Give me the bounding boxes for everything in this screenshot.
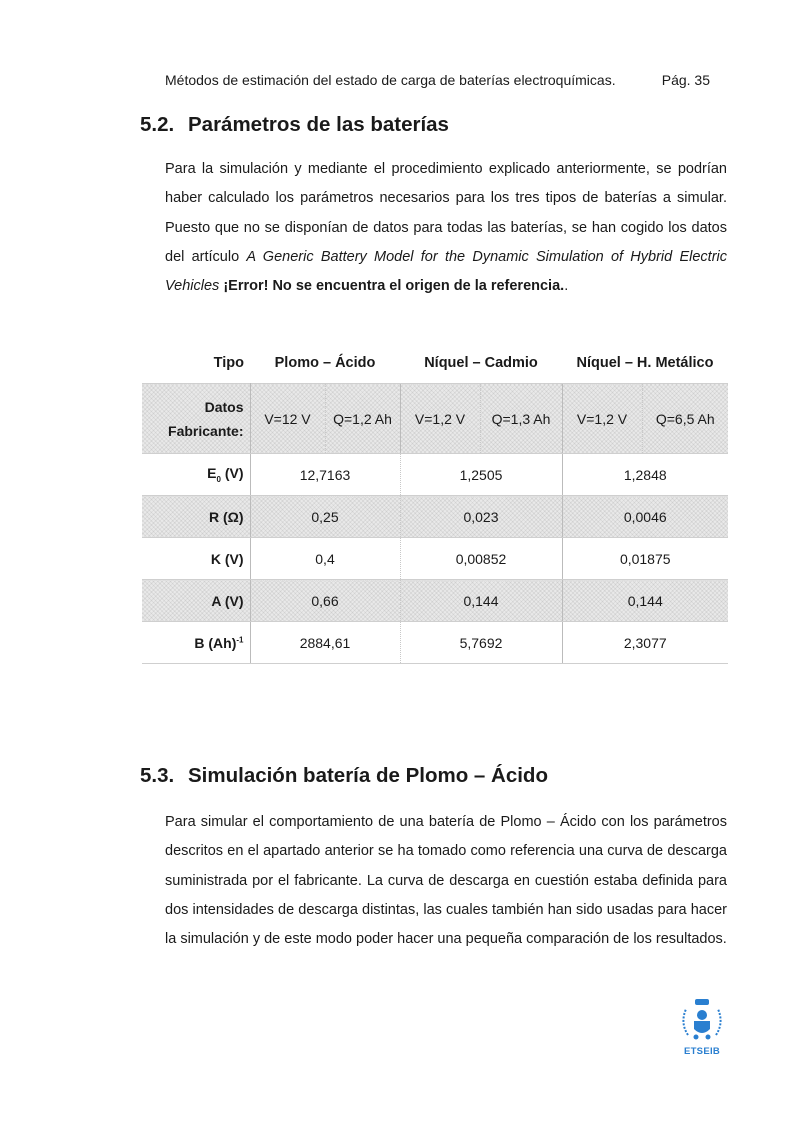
table-row-r (142, 496, 728, 538)
table-cell: 5,7692 (400, 622, 562, 664)
article-title: A Generic Battery Model for the Dynamic Simulation of Hybrid Electric Vehicles (165, 248, 727, 295)
header-tipo: Tipo (213, 355, 244, 371)
table-header-row (142, 343, 728, 384)
section-number: 5.3. (140, 764, 175, 787)
table-cell: 1,2505 (400, 454, 562, 496)
etseib-logo (676, 997, 728, 1057)
table-cell: 2884,61 (250, 622, 400, 664)
table-cell: V=1,2 V (562, 384, 642, 454)
reference-error: ¡Error! No se encuentra el origen de la referencia. (223, 278, 565, 295)
table-cell: 2,3077 (562, 622, 728, 664)
document-title: Métodos de estimación del estado de carga de baterías electroquímicas. (165, 72, 616, 88)
row-label: R (Ω) (142, 496, 250, 538)
page-number: Pág. 35 (661, 72, 710, 88)
header-type-lead-acid: Plomo – Ácido (274, 355, 376, 371)
row-label: B $(Ah)^{-1}$ (142, 622, 250, 664)
table-cell: Q=6,5 Ah (642, 384, 728, 454)
table-cell: 0,023 (400, 496, 562, 538)
table-cell: 0,0046 (562, 496, 728, 538)
logo-text: ETSEIB (683, 1046, 721, 1057)
table-row-e0 (142, 454, 728, 496)
running-header (165, 72, 710, 88)
table-row-a (142, 580, 728, 622)
section-5-2-paragraph: Para la simulación y mediante el procedimiento explicado anteriormente, se podrían haber calculado los parámetros necesarios para los tres tipos de baterías a simular. Puesto que no se disponían de datos para todas las baterías, se han cogido los datos del artículo A Generic Battery Model for the Dynamic Simulation of Hybrid Electric Vehicles ¡Error! No se encuentra el origen de la referencia.. (165, 161, 727, 295)
table-cell: 0,25 (250, 496, 400, 538)
table-cell: Q=1,2 Ah (325, 384, 400, 454)
table-cell: 0,00852 (400, 538, 562, 580)
crest-icon (676, 997, 728, 1043)
table-cell: 1,2848 (562, 454, 728, 496)
table-cell: 0,144 (400, 580, 562, 622)
table-cell: 12,7163 (250, 454, 400, 496)
table-cell: 0,66 (250, 580, 400, 622)
section-heading-5-2 (140, 113, 449, 137)
section-heading-5-3 (140, 764, 548, 788)
row-label: $E_0$ (V) (142, 454, 250, 496)
table-row-k (142, 538, 728, 580)
header-type-nimh: Níquel – H. Metálico (576, 355, 714, 371)
section-number: 5.2. (140, 113, 175, 136)
table-cell: Q=1,3 Ah (480, 384, 562, 454)
table-cell: 0,4 (250, 538, 400, 580)
header-type-nicd: Níquel – Cadmio (424, 355, 538, 371)
row-label: A (V) (142, 580, 250, 622)
section-title: Parámetros de las baterías (188, 113, 449, 136)
row-label: K (V) (142, 538, 250, 580)
row-label: Datos Fabricante: (142, 384, 250, 454)
table-row-b (142, 622, 728, 664)
table-cell: 0,144 (562, 580, 728, 622)
table-row-manufacturer (142, 384, 728, 454)
section-title: Simulación batería de Plomo – Ácido (188, 764, 548, 787)
table-cell: 0,01875 (562, 538, 728, 580)
battery-parameters-table (142, 343, 728, 664)
table-cell: V=1,2 V (400, 384, 480, 454)
section-5-3-paragraph: Para simular el comportamiento de una batería de Plomo – Ácido con los parámetros descritos en el apartado anterior se ha tomado como referencia una curva de descarga suministrada por el fabricante. La curva de descarga en cuestión estaba definida para dos intensidades de descarga distintas, las cuales también han sido usadas para hacer la simulación y de este modo poder hacer una pequeña comparación de los resultados. (165, 814, 727, 948)
table-cell: V=12 V (250, 384, 325, 454)
